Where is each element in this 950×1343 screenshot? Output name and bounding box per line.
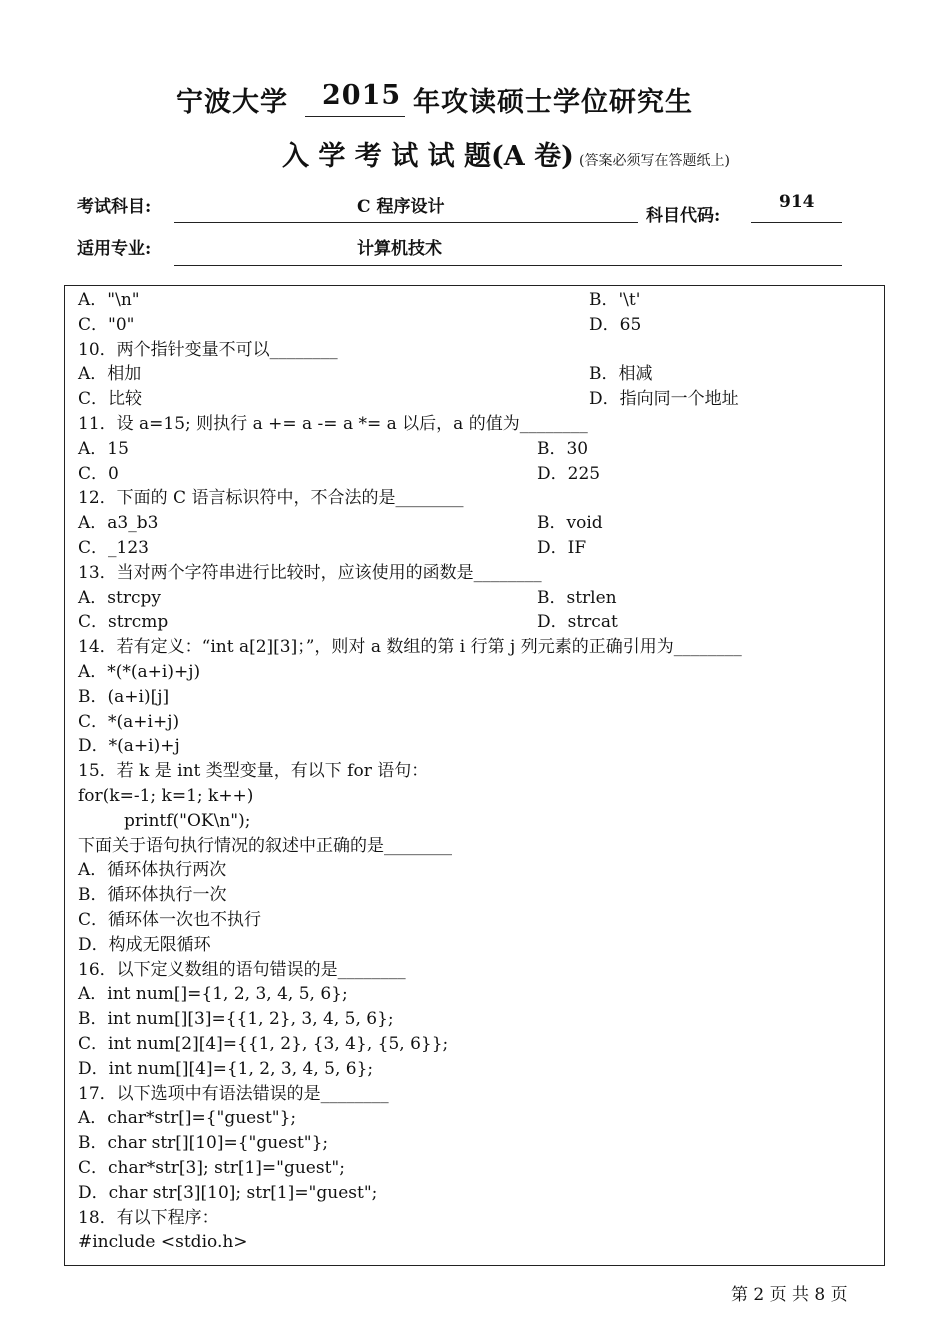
question-line: C．0: [78, 464, 119, 484]
subject-value: C 程序设计: [357, 197, 445, 217]
question-line: C．strcmp: [78, 612, 169, 632]
code-label: 科目代码:: [646, 206, 721, 226]
exam-title: 入 学 考 试 试 题: [282, 141, 491, 172]
year-underline: [305, 116, 405, 117]
answer-note: (答案必须写在答题纸上): [579, 153, 730, 169]
question-line: C．_123: [78, 538, 149, 558]
major-value: 计算机技术: [357, 239, 442, 259]
question-line: 15．若 k 是 int 类型变量，有以下 for 语句：: [78, 761, 429, 781]
question-option-right: B．30: [537, 439, 589, 459]
question-line: A．strcpy: [78, 588, 161, 608]
university-name: 宁波大学: [176, 87, 288, 118]
question-option-right: D．225: [537, 464, 601, 484]
question-option-right: B．'\t': [589, 290, 641, 310]
question-option-right: D．IF: [537, 538, 587, 558]
question-line: A．int num[]={1, 2, 3, 4, 5, 6};: [78, 984, 348, 1004]
code-value: 914: [779, 192, 815, 212]
question-line: C．"0": [78, 315, 135, 335]
question-line: C．循环体一次也不执行: [78, 910, 262, 930]
question-line: C．*(a+i+j): [78, 712, 180, 732]
question-option-right: B．相减: [589, 364, 653, 384]
question-line: for(k=-1; k=1; k++): [78, 786, 254, 806]
question-line: A．相加: [78, 364, 142, 384]
question-line: B．(a+i)[j]: [78, 687, 170, 707]
question-line: 11．设 a=15; 则执行 a += a -= a *= a 以后，a 的值为________: [78, 414, 588, 434]
question-line: D．*(a+i)+j: [78, 736, 180, 756]
exam-year: 2015: [322, 80, 402, 111]
question-option-right: D．strcat: [537, 612, 618, 632]
question-line: C．char*str[3]; str[1]="guest";: [78, 1158, 345, 1178]
question-line: B．int num[][3]={{1, 2}, 3, 4, 5, 6};: [78, 1009, 394, 1029]
question-line: C．int num[2][4]={{1, 2}, {3, 4}, {5, 6}};: [78, 1034, 449, 1054]
question-line: 下面关于语句执行情况的叙述中正确的是________: [78, 836, 452, 856]
question-line: 12．下面的 C 语言标识符中，不合法的是________: [78, 488, 464, 508]
subject-label: 考试科目:: [77, 197, 152, 217]
question-option-right: B．strlen: [537, 588, 617, 608]
title-rest: 年攻读硕士学位研究生: [413, 87, 693, 118]
question-line: 10．两个指针变量不可以________: [78, 340, 338, 360]
question-line: D．构成无限循环: [78, 935, 211, 955]
question-option-right: D．指向同一个地址: [589, 389, 739, 409]
question-line: D．char str[3][10]; str[1]="guest";: [78, 1183, 378, 1203]
question-line: A．char*str[]={"guest"};: [78, 1108, 297, 1128]
question-line: 14．若有定义：“int a[2][3]；”，则对 a 数组的第 i 行第 j 列元素的正确引用为________: [78, 637, 742, 657]
question-line: #include <stdio.h>: [78, 1232, 248, 1252]
question-line: C．比较: [78, 389, 143, 409]
question-line: A．*(*(a+i)+j): [78, 662, 201, 682]
question-line: 16．以下定义数组的语句错误的是________: [78, 960, 406, 980]
question-line: 17．以下选项中有语法错误的是________: [78, 1084, 389, 1104]
code-underline: [751, 222, 842, 223]
question-line: A．"\n": [78, 290, 140, 310]
question-line: D．int num[][4]={1, 2, 3, 4, 5, 6};: [78, 1059, 374, 1079]
question-option-right: B．void: [537, 513, 603, 533]
question-line: A．循环体执行两次: [78, 860, 227, 880]
question-option-right: D．65: [589, 315, 642, 335]
major-underline: [174, 265, 842, 266]
question-line: B．char str[][10]={"guest"};: [78, 1133, 329, 1153]
subject-underline: [174, 222, 638, 223]
question-line: printf("OK\n");: [124, 811, 251, 831]
page-footer: 第 2 页 共 8 页: [731, 1285, 848, 1305]
question-line: B．循环体执行一次: [78, 885, 227, 905]
major-label: 适用专业:: [77, 239, 152, 259]
question-line: A．a3_b3: [78, 513, 159, 533]
question-line: 13．当对两个字符串进行比较时，应该使用的函数是________: [78, 563, 542, 583]
paper-tag: (A 卷): [491, 141, 574, 172]
question-line: 18．有以下程序：: [78, 1208, 219, 1228]
exam-title-row: [282, 134, 730, 173]
question-line: A．15: [78, 439, 129, 459]
